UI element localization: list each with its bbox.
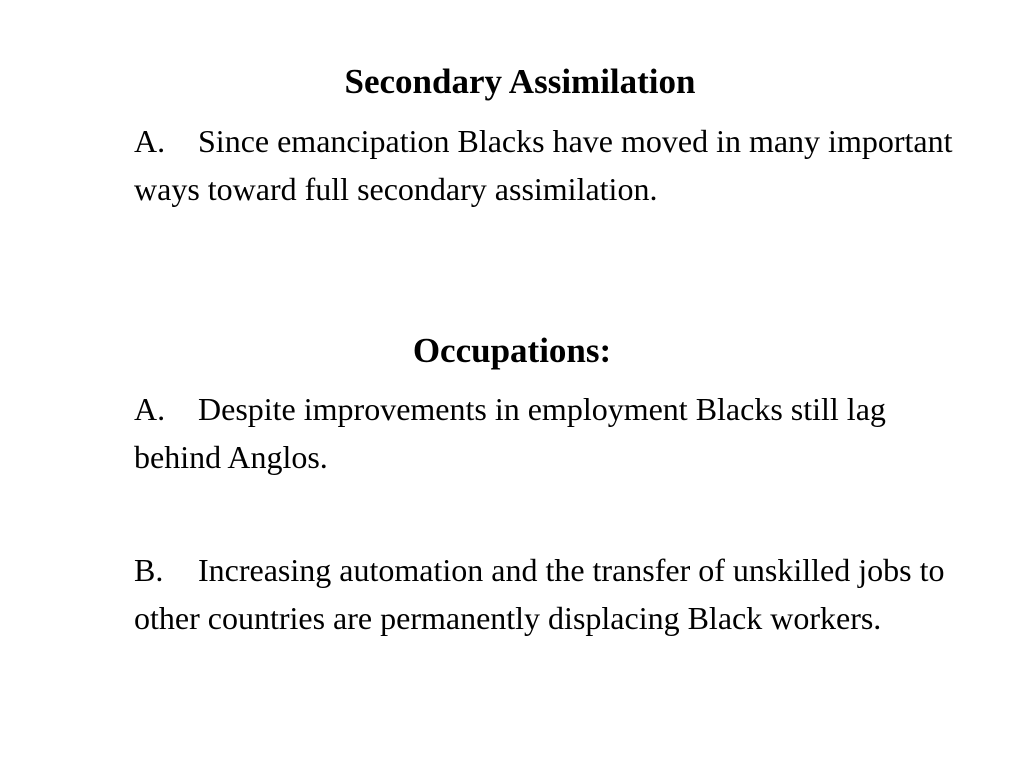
item-marker: B. bbox=[134, 552, 164, 588]
outline-item-a-occupations bbox=[134, 385, 954, 481]
item-marker: A. bbox=[134, 391, 166, 427]
section-heading-secondary-assimilation: Secondary Assimilation bbox=[344, 62, 696, 101]
item-text: Despite improvements in employment Blacks still lag behind Anglos. bbox=[134, 391, 886, 475]
section-heading-occupations: Occupations: bbox=[412, 331, 612, 370]
item-marker: A. bbox=[134, 123, 166, 159]
item-text: Increasing automation and the transfer of unskilled jobs to other countries are permanently displacing Black workers. bbox=[134, 552, 945, 636]
outline-item-a-secondary-assimilation bbox=[134, 117, 954, 213]
item-text: Since emancipation Blacks have moved in many important ways toward full secondary assimilation. bbox=[134, 123, 953, 207]
outline-item-b-occupations bbox=[134, 546, 954, 642]
